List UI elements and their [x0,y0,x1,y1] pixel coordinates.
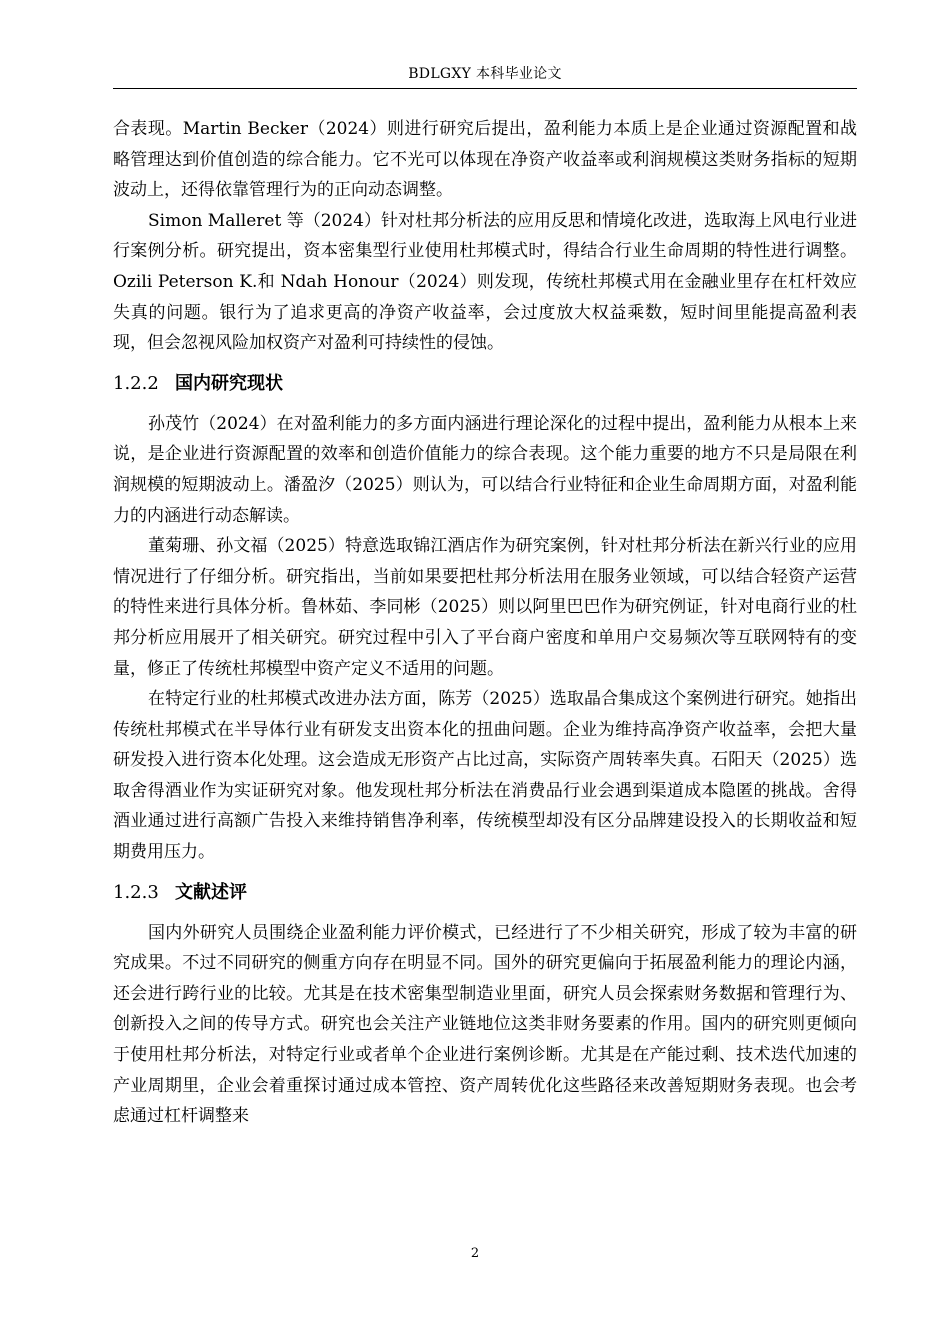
section-title: 文献述评 [175,881,247,903]
header-rule [113,88,857,89]
section-heading-1-2-2 [113,369,857,399]
paragraph-2: Simon Malleret 等（2024）针对杜邦分析法的应用反思和情境化改进，选取海上风电行业进行案例分析。研究提出，资本密集型行业使用杜邦模式时，得结合行业生命周期的特性进行调整。Ozili Peterson K.和 Ndah Honour（2024）则发现，传统杜邦模式用在金融业里存在杠杆效应失真的问题。银行为了追求更高的净资产收益率，会过度放大权益乘数，短时间里能提高盈利表现，但会忽视风险加权资产对盈利可持续性的侵蚀。 [113,210,857,354]
paragraph-1: 合表现。Martin Becker（2024）则进行研究后提出，盈利能力本质上是企业通过资源配置和战略管理达到价值创造的综合能力。它不光可以体现在净资产收益率或利润规模这类财务指标的短期波动上，还得依靠管理行为的正向动态调整。 [113,119,857,201]
page-body [113,114,857,1132]
section-title: 国内研究现状 [175,372,283,394]
page-number: 2 [470,1246,480,1261]
section-heading-1-2-3 [113,878,857,908]
paragraph-3: 孙茂竹（2024）在对盈利能力的多方面内涵进行理论深化的过程中提出，盈利能力从根本上来说，是企业进行资源配置的效率和创造价值能力的综合表现。这个能力重要的地方不只是局限在利润规模的短期波动上。潘盈汐（2025）则认为，可以结合行业特征和企业生命周期方面，对盈利能力的内涵进行动态解读。 [113,413,857,526]
paragraph-4: 董菊珊、孙文福（2025）特意选取锦江酒店作为研究案例，针对杜邦分析法在新兴行业的应用情况进行了仔细分析。研究指出，当前如果要把杜邦分析法用在服务业领域，可以结合轻资产运营的特性来进行具体分析。鲁林茹、李同彬（2025）则以阿里巴巴作为研究例证，针对电商行业的杜邦分析应用展开了相关研究。研究过程中引入了平台商户密度和单用户交易频次等互联网特有的变量，修正了传统杜邦模型中资产定义不适用的问题。 [113,536,857,679]
section-number: 1.2.3 [113,881,159,903]
section-number: 1.2.2 [113,372,159,394]
paragraph-5: 在特定行业的杜邦模式改进办法方面，陈芳（2025）选取晶合集成这个案例进行研究。她指出传统杜邦模式在半导体行业有研发支出资本化的扭曲问题。企业为维持高净资产收益率，会把大量研发投入进行资本化处理。这会造成无形资产占比过高，实际资产周转率失真。石阳天（2025）选取舍得酒业作为实证研究对象。他发现杜邦分析法在消费品行业会遇到渠道成本隐匿的挑战。舍得酒业通过进行高额广告投入来维持销售净利率，传统模型却没有区分品牌建设投入的长期收益和短期费用压力。 [113,689,857,863]
paragraph-6: 国内外研究人员围绕企业盈利能力评价模式，已经进行了不少相关研究，形成了较为丰富的研究成果。不过不同研究的侧重方向存在明显不同。国外的研究更偏向于拓展盈利能力的理论内涵，还会进行跨行业的比较。尤其是在技术密集型制造业里面，研究人员会探索财务数据和管理行为、创新投入之间的传导方式。研究也会关注产业链地位这类非财务要素的作用。国内的研究则更倾向于使用杜邦分析法，对特定行业或者单个企业进行案例诊断。尤其是在产能过剩、技术迭代加速的产业周期里，企业会着重探讨通过成本管控、资产周转优化这些路径来改善短期财务表现。也会考虑通过杠杆调整来 [113,922,857,1127]
running-header: BDLGXY 本科毕业论文 [408,66,562,82]
